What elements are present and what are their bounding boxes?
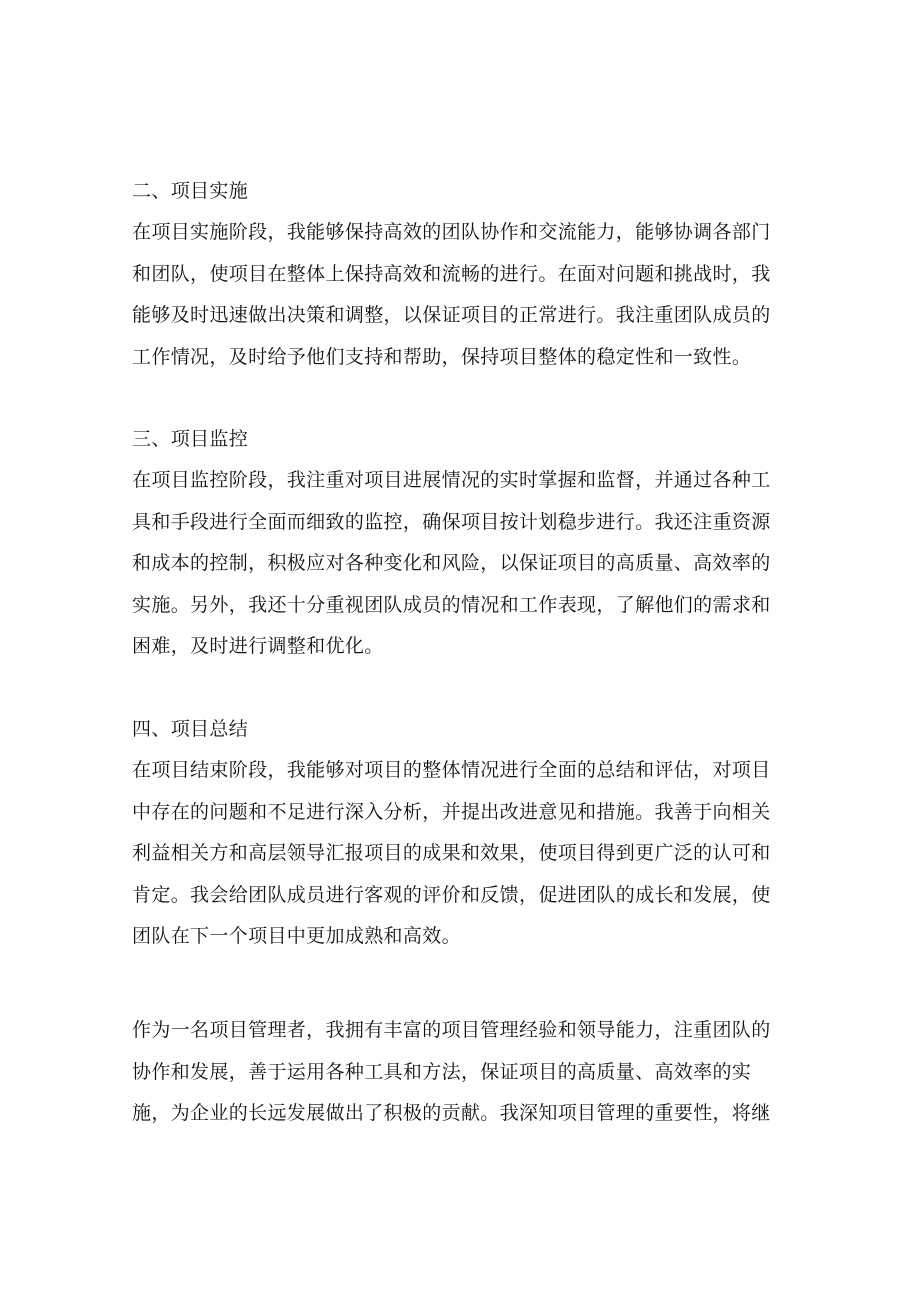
closing-paragraph-line: 施，为企业的长远发展做出了积极的贡献。我深知项目管理的重要性，将继 <box>132 1102 771 1124</box>
paragraph-line: 和成本的控制，积极应对各种变化和风险，以保证项目的高质量、高效率的 <box>132 552 771 574</box>
paragraph-line: 团队在下一个项目中更加成熟和高效。 <box>132 925 461 947</box>
closing-paragraph-line: 协作和发展，善于运用各种工具和方法，保证项目的高质量、高效率的实 <box>132 1061 752 1083</box>
paragraph-line: 具和手段进行全面而细致的监控，确保项目按计划稳步进行。我还注重资源 <box>132 511 771 533</box>
paragraph-line: 实施。另外，我还十分重视团队成员的情况和工作表现，了解他们的需求和 <box>132 594 771 616</box>
paragraph-line: 工作情况，及时给予他们支持和帮助，保持项目整体的稳定性和一致性。 <box>132 346 752 368</box>
section-heading-summary: 四、项目总结 <box>132 718 249 740</box>
paragraph-line: 中存在的问题和不足进行深入分析，并提出改进意见和措施。我善于向相关 <box>132 801 771 823</box>
paragraph-line: 肯定。我会给团队成员进行客观的评价和反馈，促进团队的成长和发展，使 <box>132 884 771 906</box>
paragraph-line: 困难，及时进行调整和优化。 <box>132 635 384 657</box>
paragraph-line: 在项目实施阶段，我能够保持高效的团队协作和交流能力，能够协调各部门 <box>132 221 771 243</box>
section-heading-implementation: 二、项目实施 <box>132 180 249 202</box>
paragraph-line: 能够及时迅速做出决策和调整，以保证项目的正常进行。我注重团队成员的 <box>132 304 771 326</box>
closing-paragraph-line: 作为一名项目管理者，我拥有丰富的项目管理经验和领导能力，注重团队的 <box>132 1019 771 1041</box>
paragraph-line: 在项目监控阶段，我注重对项目进展情况的实时掌握和监督，并通过各种工 <box>132 469 771 491</box>
paragraph-line: 利益相关方和高层领导汇报项目的成果和效果，使项目得到更广泛的认可和 <box>132 842 771 864</box>
paragraph-line: 和团队，使项目在整体上保持高效和流畅的进行。在面对问题和挑战时，我 <box>132 263 771 285</box>
section-heading-monitoring: 三、项目监控 <box>132 428 249 450</box>
paragraph-line: 在项目结束阶段，我能够对项目的整体情况进行全面的总结和评估，对项目 <box>132 759 771 781</box>
